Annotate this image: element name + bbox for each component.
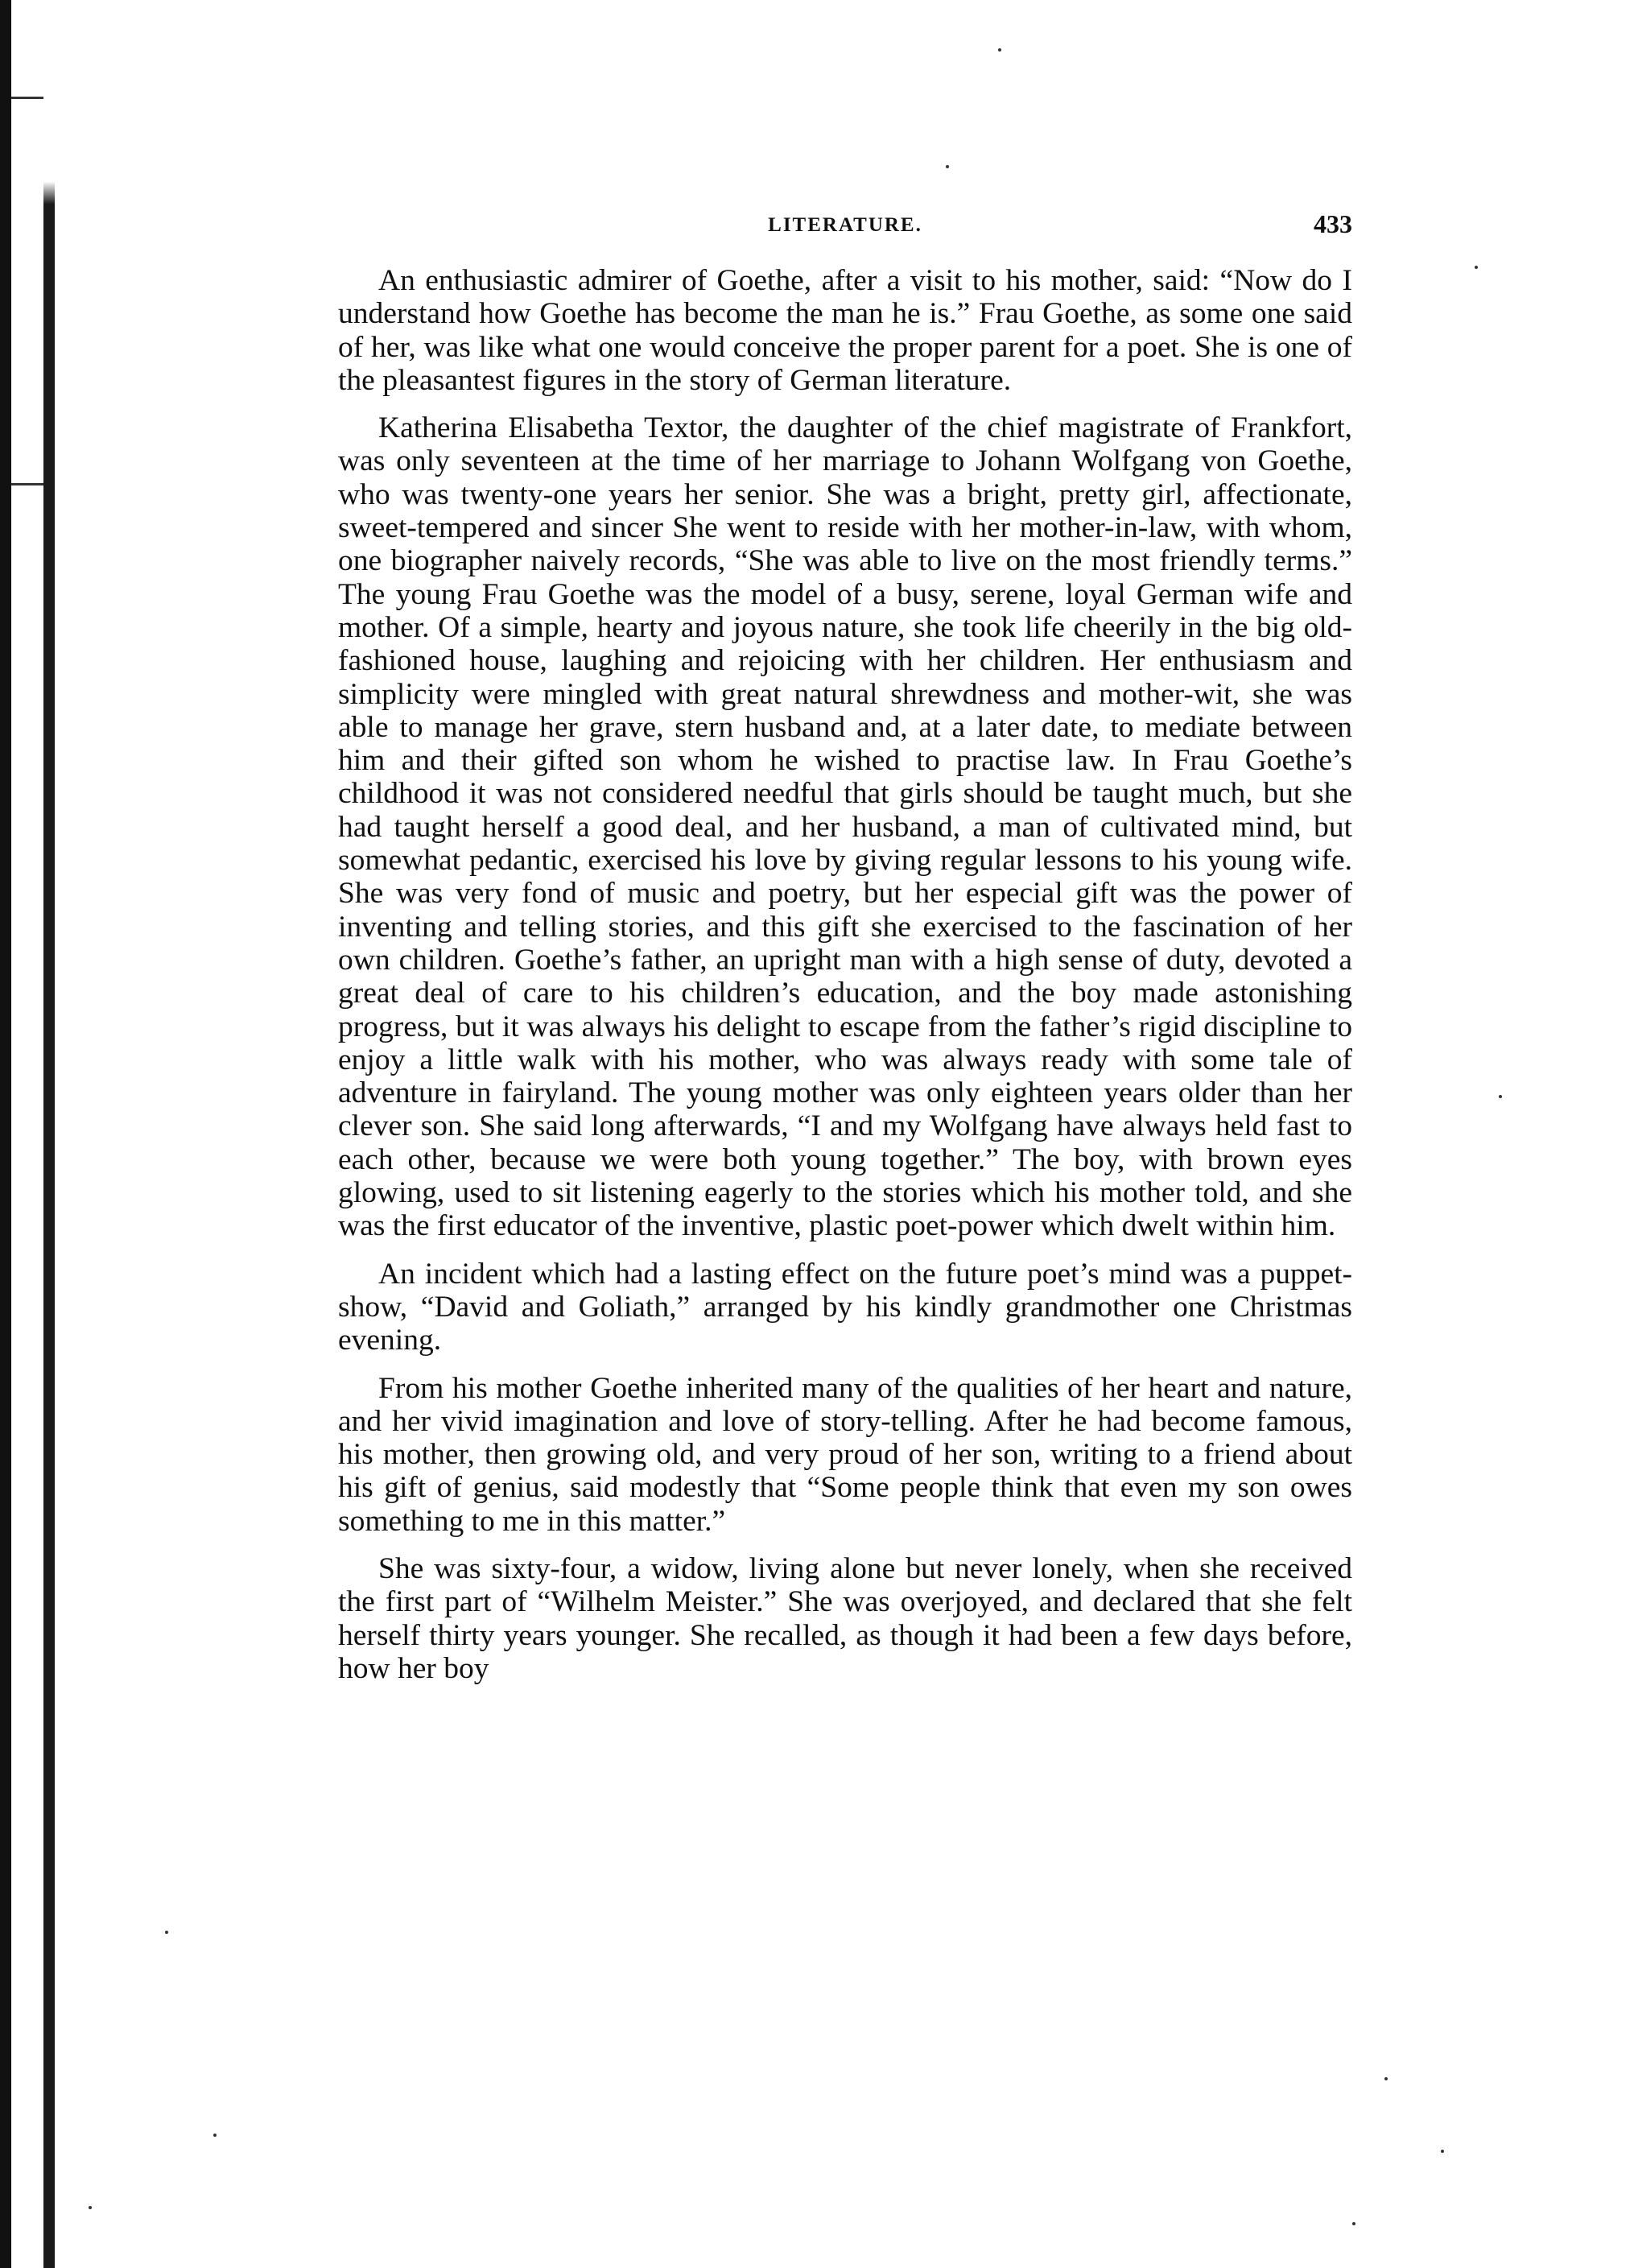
paragraph: An incident which had a lasting effect on the future poet’s mind was a puppet-show, “David and Goliath,” arranged by his kindly grandmother one Christmas evening. xyxy=(338,1257,1352,1357)
scan-speck xyxy=(1352,2222,1355,2225)
scan-speck xyxy=(998,48,1001,52)
scan-speck xyxy=(213,2134,217,2137)
paragraph: Katherina Elisabetha Textor, the daughter of the chief magistrate of Frankfort, was only seventeen at the time of her marriage to Johann Wolfgang von Goethe, who was twenty-one years her senior. She was a bright, pretty girl, affectionate, sweet-tempered and sincer She went to reside with her mother-in-law, with whom, one biographer naively records, “She was able to live on the most friendly terms.” The young Frau Goethe was the model of a busy, serene, loyal German wife and mother. Of a simple, hearty and joyous nature, she took life cheerily in the big old-fashioned house, laughing and rejoicing with her children. Her enthusiasm and simplicity were mingled with great natural shrewdness and mother-wit, she was able to manage her grave, stern husband and, at a later date, to mediate between him and their gifted son whom he wished to practise law. In Frau Goethe’s childhood it was not considered needful that girls should be taught much, but she had taught herself a good deal, and her husband, a man of cultivated mind, but somewhat pedantic, exercised his love by giving regular lessons to his young wife. She was very fond of music and poetry, but her especial gift was the power of inventing and telling stories, and this gift she exercised to the fascination of her own children. Goethe’s father, an upright man with a high sense of duty, devoted a great deal of care to his children’s education, and the boy made astonishing progress, but it was always his delight to escape from the father’s rigid discipline to enjoy a little walk with his mother, who was always ready with some tale of adventure in fairyland. The young mother was only eighteen years older than her clever son. She said long afterwards, “I and my Wolfgang have always held fast to each other, because we were both young together.” The boy, with brown eyes glowing, used to sit listening eagerly to the stories which his mother told, and she was the first educator of the inventive, plastic poet-power which dwelt within him. xyxy=(338,411,1352,1243)
paragraph: An enthusiastic admirer of Goethe, after a visit to his mother, said: “Now do I understand how Goethe has become the man he is.” Frau Goethe, as some one said of her, was like what one would conceive the proper parent for a poet. She is one of the pleasantest figures in the story of German literature. xyxy=(338,264,1352,397)
binding-mark xyxy=(11,97,43,99)
scan-speck xyxy=(89,2206,92,2209)
paragraph: She was sixty-four, a widow, living alone but never lonely, when she received the first part of “Wilhelm Meister.” She was overjoyed, and declared that she felt herself thirty years younger. She recalled, as though it had been a few days before, how her boy xyxy=(338,1551,1352,1685)
scan-speck xyxy=(1441,2150,1444,2153)
scan-speck xyxy=(165,1931,168,1934)
scan-speck xyxy=(946,165,949,168)
page-gutter-shadow xyxy=(43,0,55,2268)
scan-speck xyxy=(1475,266,1478,269)
paragraph: From his mother Goethe inherited many of the qualities of her heart and nature, and her vivid imagination and love of story-telling. After he had become famous, his mother, then growing old, and very proud of her son, writing to a friend about his gift of genius, said modestly that “Some people think that even my son owes something to me in this matter.” xyxy=(338,1371,1352,1538)
binding-mark xyxy=(11,483,43,485)
running-title: LITERATURE. xyxy=(768,214,922,236)
page-binding-edge xyxy=(0,0,11,2268)
page-number: 433 xyxy=(1314,209,1352,238)
book-page xyxy=(338,209,1352,1700)
scan-speck xyxy=(1499,1095,1502,1098)
running-head xyxy=(338,209,1352,245)
scan-speck xyxy=(1384,2077,1388,2080)
